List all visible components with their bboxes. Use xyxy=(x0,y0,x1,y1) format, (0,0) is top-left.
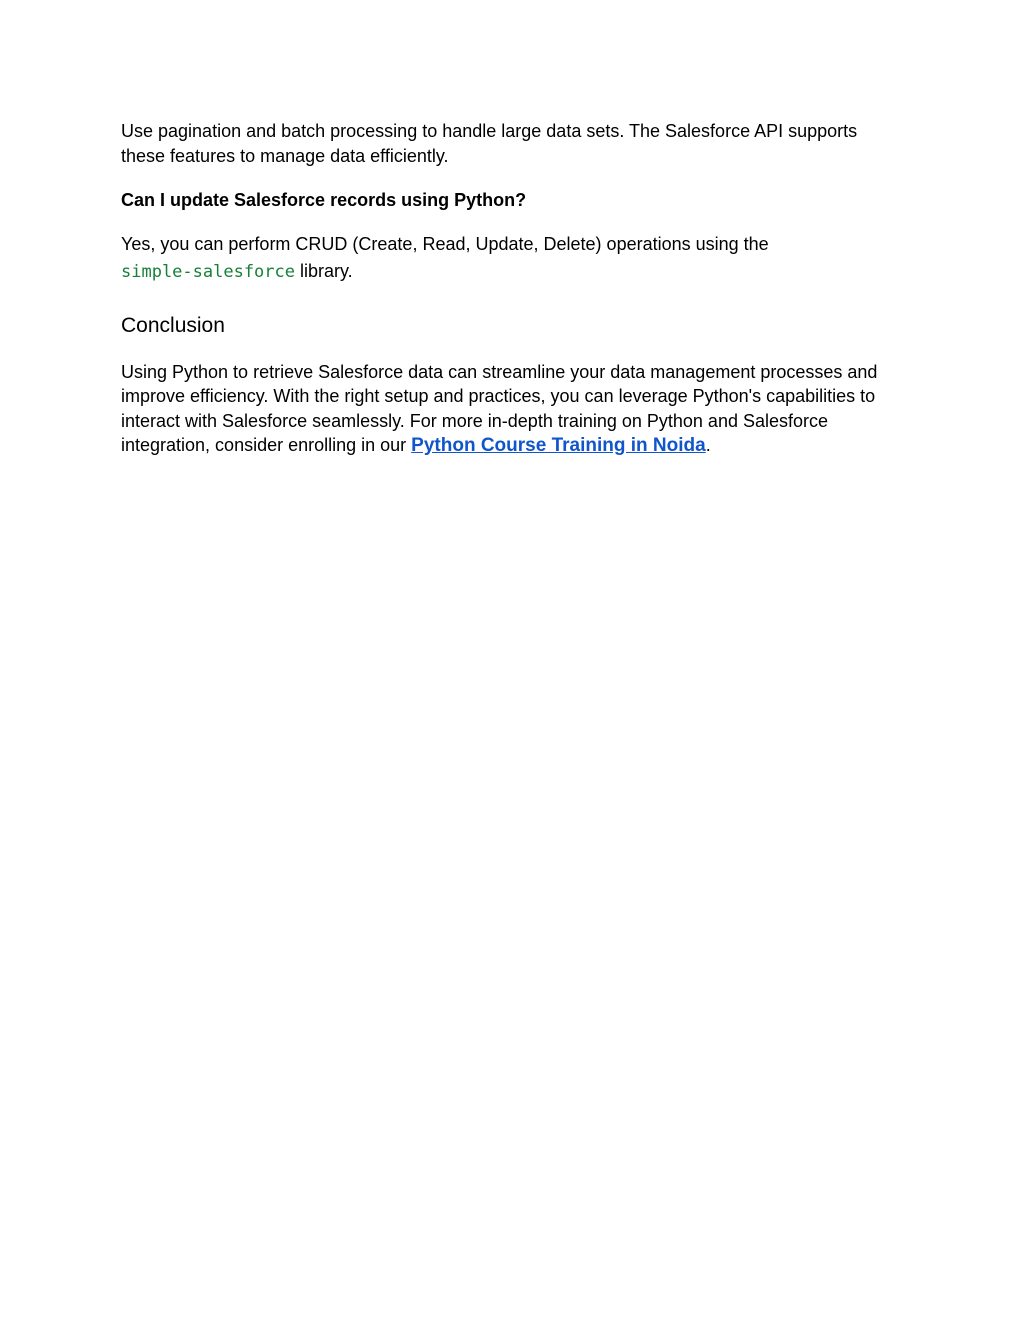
conclusion-line-4-suffix: . xyxy=(705,435,711,455)
conclusion-paragraph xyxy=(121,360,911,459)
faq-answer xyxy=(121,232,911,286)
faq-question: Can I update Salesforce records using Python? xyxy=(121,190,527,210)
conclusion-line-1: Using Python to retrieve Salesforce data can streamline your data management processes and xyxy=(121,361,878,382)
intro-paragraph xyxy=(121,119,911,168)
faq-answer-suffix: library. xyxy=(295,260,353,281)
section-heading: Conclusion xyxy=(121,313,225,337)
intro-line-1: Use pagination and batch processing to handle large data sets. The Salesforce API supports xyxy=(121,121,858,141)
library-name-code: simple-salesforce xyxy=(121,261,295,282)
course-training-link[interactable]: Python Course Training in Noida xyxy=(411,435,706,456)
intro-line-2: these features to manage data efficiently. xyxy=(121,145,449,166)
conclusion-line-2: improve efficiency. With the right setup and practices, you can leverage Python's capabilities to xyxy=(121,386,876,406)
document-page xyxy=(121,119,911,459)
conclusion-line-4-prefix: integration, consider enrolling in our xyxy=(121,435,412,455)
faq-answer-line-1: Yes, you can perform CRUD (Create, Read, Update, Delete) operations using the xyxy=(121,234,769,254)
conclusion-line-3: interact with Salesforce seamlessly. For more in-depth training on Python and Salesforce xyxy=(121,410,829,431)
